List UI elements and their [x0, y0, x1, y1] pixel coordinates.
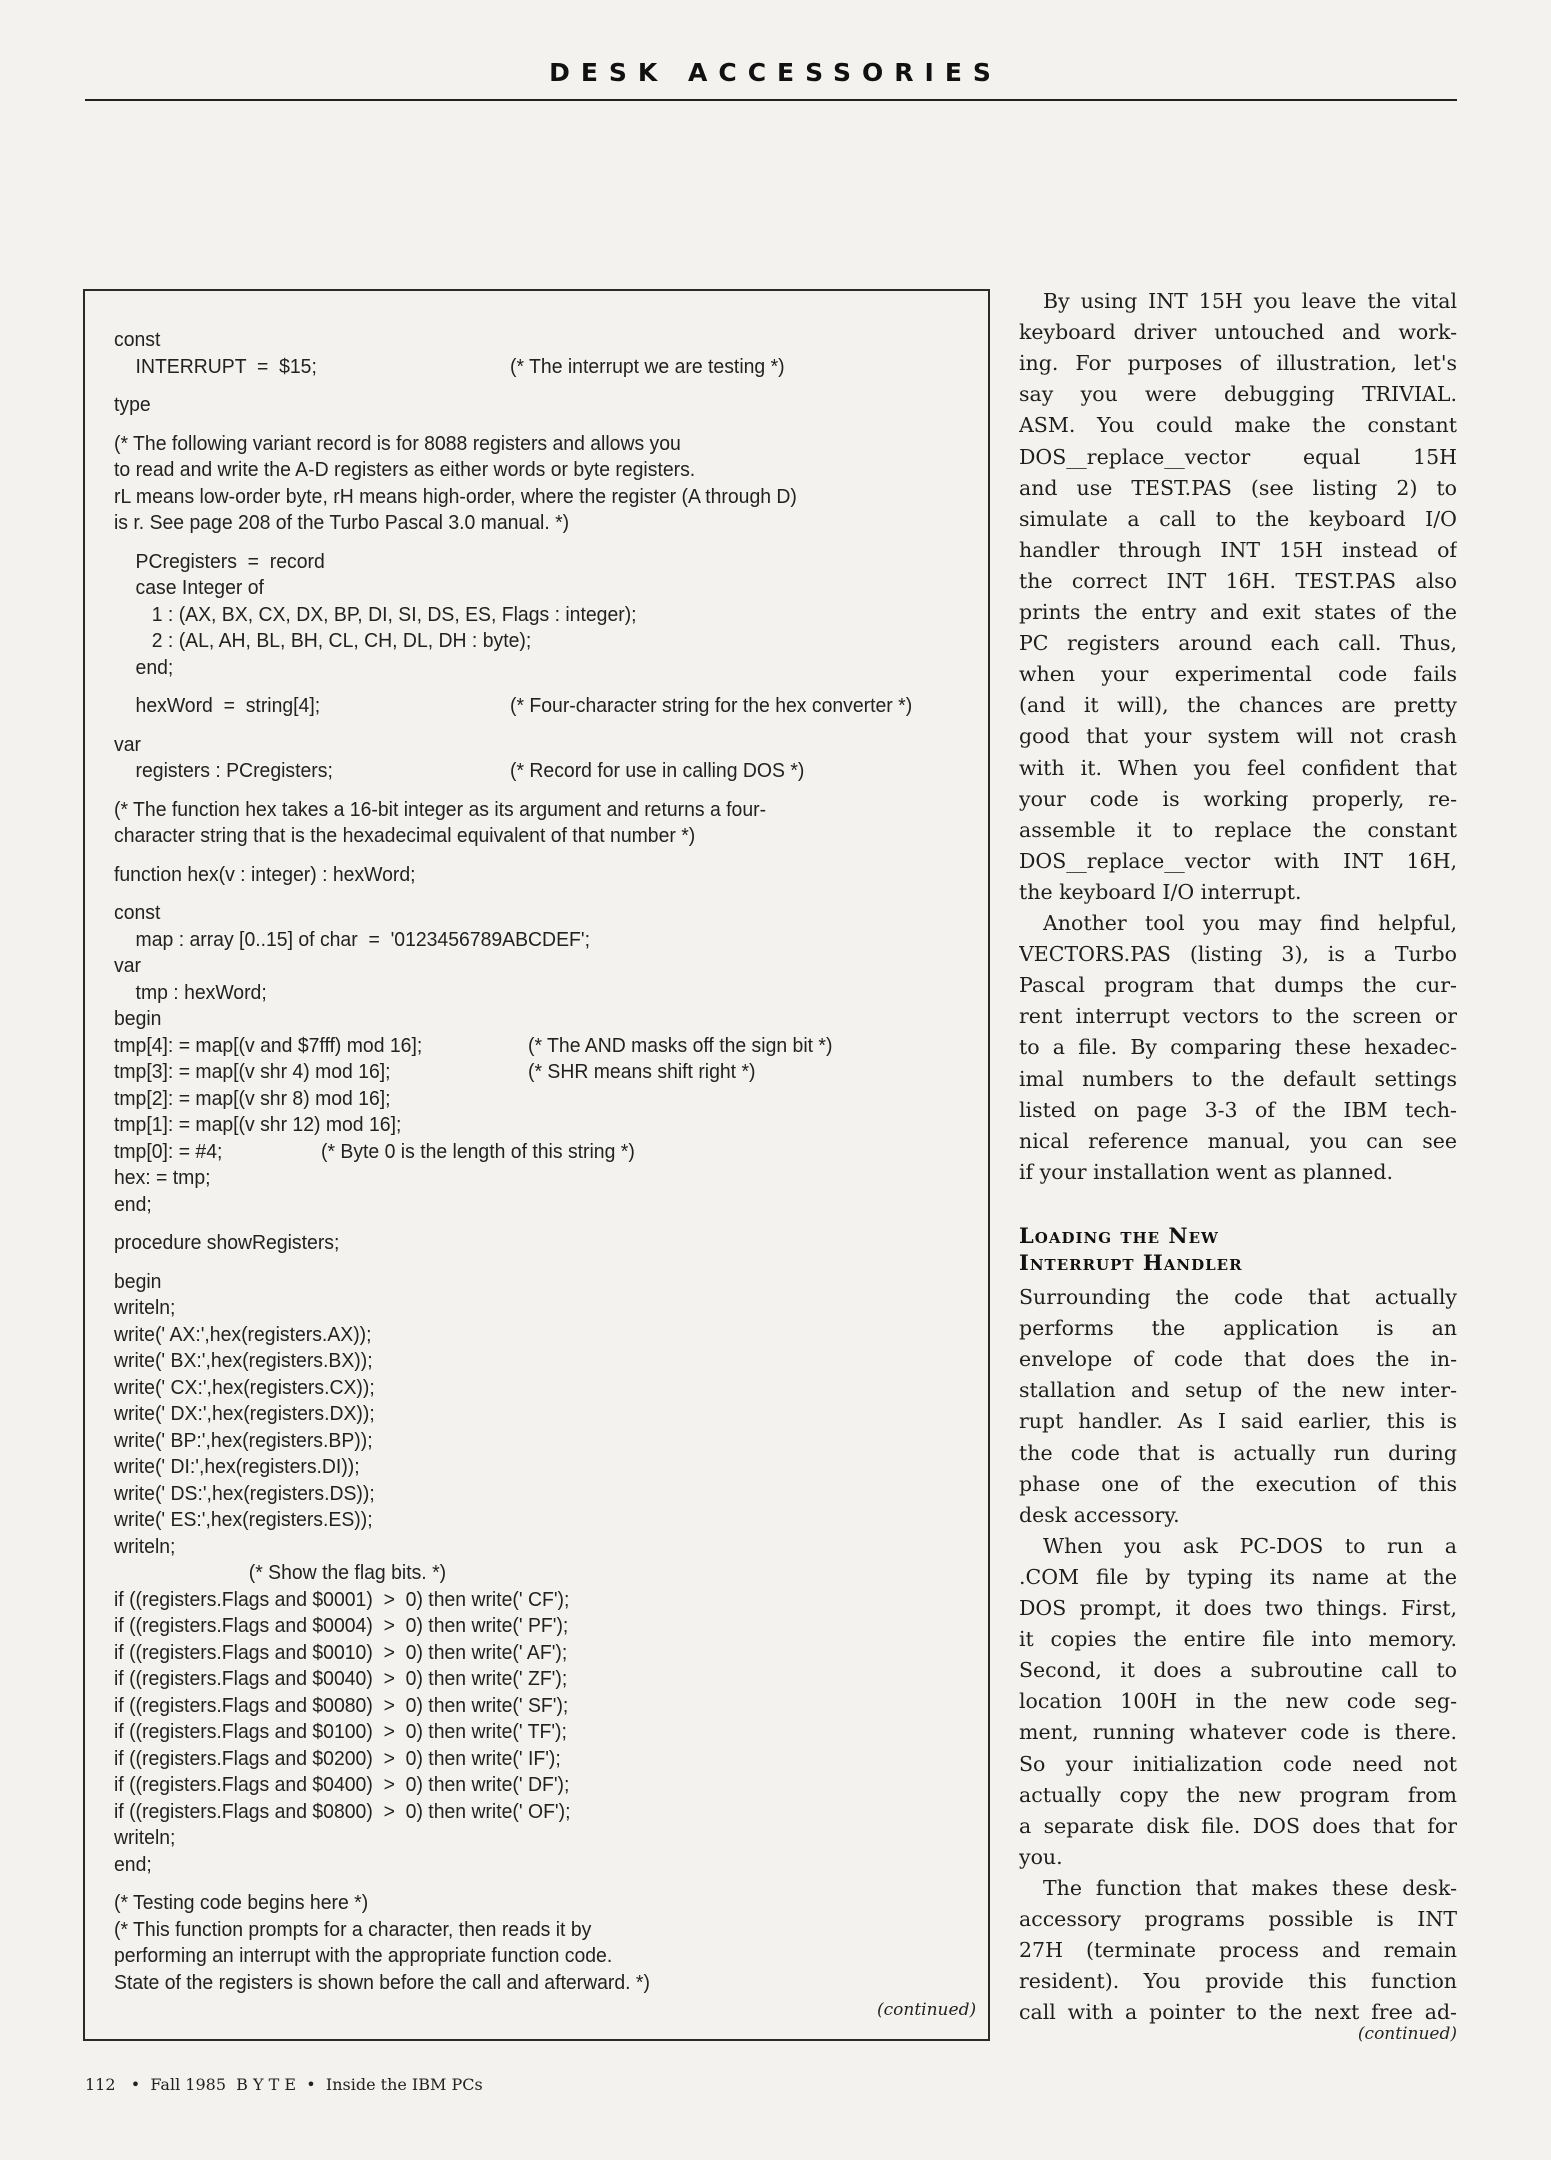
- code-line: end;: [114, 656, 174, 679]
- code-line: PCregisters = record: [114, 550, 325, 573]
- article-line: if your installation went as planned.: [1019, 1159, 1394, 1184]
- article-line: say you were debugging TRIVIAL.: [1019, 382, 1457, 407]
- article-line: (and it will), the chances are pretty: [1019, 693, 1457, 718]
- article-line: The function that makes these desk-: [1043, 1875, 1457, 1900]
- code-line: character string that is the hexadecimal equivalent of that number *): [114, 825, 696, 847]
- article-line: and use TEST.PAS (see listing 2) to: [1019, 475, 1457, 500]
- code-line: (* The function hex takes a 16-bit integer as its argument and returns a four-: [114, 798, 767, 821]
- article-line: VECTORS.PAS (listing 3), is a Turbo: [1019, 942, 1457, 967]
- article-line: ASM. You could make the constant: [1019, 413, 1457, 438]
- code-line: INTERRUPT = $15;: [114, 355, 317, 378]
- code-line: if ((registers.Flags and $0001) > 0) then write(' CF');: [114, 1588, 570, 1611]
- code-line: writeln;: [114, 1535, 176, 1558]
- code-line: map : array [0..15] of char = '0123456789ABCDEF';: [114, 928, 590, 951]
- article-line: performs the application is an: [1019, 1316, 1457, 1341]
- code-line: tmp[2]: = map[(v shr 8) mod 16];: [114, 1087, 391, 1110]
- article-line: you.: [1019, 1844, 1063, 1869]
- article-line: .COM file by typing its name at the: [1019, 1564, 1457, 1589]
- article-line: rent interrupt vectors to the screen or: [1019, 1004, 1457, 1029]
- article-line: good that your system will not crash: [1019, 724, 1457, 749]
- code-line: write(' BP:',hex(registers.BP));: [114, 1429, 373, 1452]
- article-line: ing. For purposes of illustration, let's: [1019, 351, 1457, 376]
- code-line: write(' CX:',hex(registers.CX));: [114, 1376, 375, 1399]
- code-line: write(' DS:',hex(registers.DS));: [114, 1482, 375, 1505]
- code-line: if ((registers.Flags and $0004) > 0) then write(' PF');: [114, 1615, 569, 1637]
- running-head: DESK ACCESSORIES: [549, 58, 1002, 87]
- code-line: tmp[3]: = map[(v shr 4) mod 16];: [114, 1061, 391, 1083]
- code-line: performing an interrupt with the appropriate function code.: [114, 1945, 613, 1967]
- code-line: 2 : (AL, AH, BL, BH, CL, CH, DL, DH : byte);: [114, 630, 532, 652]
- code-line: hex: = tmp;: [114, 1167, 211, 1189]
- code-comment: (* The AND masks off the sign bit *): [528, 1034, 833, 1057]
- code-line: tmp[1]: = map[(v shr 12) mod 16];: [114, 1114, 402, 1136]
- code-line: (* Show the flag bits. *): [114, 1562, 447, 1584]
- code-line: is r. See page 208 of the Turbo Pascal 3.0 manual. *): [114, 512, 570, 534]
- code-line: (* Testing code begins here *): [114, 1892, 369, 1914]
- code-line: write(' BX:',hex(registers.BX));: [114, 1350, 373, 1372]
- article-line: your code is working properly, re-: [1019, 786, 1457, 811]
- article-line: rupt handler. As I said earlier, this is: [1019, 1409, 1457, 1434]
- article-line: phase one of the execution of this: [1019, 1471, 1457, 1496]
- code-comment: (* SHR means shift right *): [528, 1061, 756, 1083]
- code-line: writeln;: [114, 1827, 176, 1849]
- article-continued: (continued): [1357, 2024, 1457, 2044]
- article-line: actually copy the new program from: [1019, 1782, 1457, 1807]
- code-line: (* The following variant record is for 8088 registers and allows you: [114, 432, 681, 455]
- article-line: the keyboard I/O interrupt.: [1019, 879, 1302, 904]
- article-line: a separate disk file. DOS does that for: [1019, 1813, 1457, 1838]
- listing-continued: (continued): [877, 2000, 977, 2020]
- code-line: to read and write the A-D registers as either words or byte registers.: [114, 459, 696, 481]
- code-line: write(' AX:',hex(registers.AX));: [114, 1323, 372, 1346]
- code-line: begin: [114, 1008, 162, 1030]
- article-line: stallation and setup of the new inter-: [1019, 1378, 1457, 1403]
- article-line: envelope of code that does the in-: [1019, 1347, 1457, 1372]
- code-line: hexWord = string[4];: [114, 695, 321, 717]
- code-line: tmp[0]: = #4;: [114, 1140, 223, 1163]
- code-comment: (* Record for use in calling DOS *): [510, 760, 805, 782]
- article-line: handler through INT 15H instead of: [1019, 537, 1457, 562]
- article-line: simulate a call to the keyboard I/O: [1019, 506, 1457, 531]
- code-line: if ((registers.Flags and $0200) > 0) then write(' IF');: [114, 1747, 561, 1770]
- article-line: call with a pointer to the next free ad-: [1019, 2000, 1457, 2025]
- code-line: if ((registers.Flags and $0040) > 0) then write(' ZF');: [114, 1668, 568, 1690]
- code-line: end;: [114, 1193, 152, 1216]
- article-line: DOS__replace__vector with INT 16H,: [1019, 848, 1457, 873]
- code-line: const: [114, 329, 161, 351]
- article-line: with it. When you feel confident that: [1019, 755, 1457, 780]
- page-footer: 112 • Fall 1985 B Y T E • Inside the IBM PCs: [85, 2075, 483, 2094]
- code-line: begin: [114, 1270, 162, 1293]
- code-line: tmp[4]: = map[(v and $7fff) mod 16];: [114, 1034, 423, 1057]
- code-line: const: [114, 902, 161, 924]
- article-line: assemble it to replace the constant: [1019, 817, 1457, 842]
- article-line: PC registers around each call. Thus,: [1019, 631, 1457, 656]
- article-line: it copies the entire file into memory.: [1019, 1627, 1457, 1652]
- article-line: Second, it does a subroutine call to: [1019, 1658, 1457, 1683]
- article-line: 27H (terminate process and remain: [1019, 1938, 1457, 1963]
- article-line: resident). You provide this function: [1019, 1969, 1457, 1994]
- article-line: prints the entry and exit states of the: [1019, 600, 1457, 624]
- article-line: to a file. By comparing these hexadec-: [1019, 1035, 1457, 1060]
- article-line: when your experimental code fails: [1019, 662, 1457, 687]
- code-line: var: [114, 733, 141, 756]
- article-line: DOS__replace__vector equal 15H: [1019, 444, 1457, 469]
- article-line: keyboard driver untouched and work-: [1019, 320, 1457, 345]
- code-line: write(' ES:',hex(registers.ES));: [114, 1509, 373, 1531]
- article-line: Surrounding the code that actually: [1019, 1285, 1457, 1309]
- code-line: writeln;: [114, 1297, 176, 1319]
- article-line: nical reference manual, you can see: [1019, 1128, 1457, 1153]
- code-line: (* This function prompts for a character, then reads it by: [114, 1918, 592, 1941]
- code-line: rL means low-order byte, rH means high-order, where the register (A through D): [114, 485, 797, 508]
- code-line: if ((registers.Flags and $0100) > 0) then write(' TF');: [114, 1721, 567, 1743]
- code-line: State of the registers is shown before the call and afterward. *): [114, 1971, 650, 1994]
- article-line: imal numbers to the default settings: [1019, 1066, 1457, 1091]
- code-line: registers : PCregisters;: [114, 760, 333, 782]
- code-line: if ((registers.Flags and $0010) > 0) then write(' AF');: [114, 1641, 568, 1664]
- code-line: if ((registers.Flags and $0080) > 0) then write(' SF');: [114, 1694, 569, 1717]
- code-line: 1 : (AX, BX, CX, DX, BP, DI, SI, DS, ES, Flags : integer);: [114, 603, 637, 626]
- article-line: DOS prompt, it does two things. First,: [1019, 1596, 1457, 1620]
- article-line: When you ask PC-DOS to run a: [1043, 1533, 1457, 1558]
- code-line: case Integer of: [114, 577, 264, 599]
- article-line: By using INT 15H you leave the vital: [1043, 289, 1457, 313]
- code-comment: (* Byte 0 is the length of this string *): [321, 1140, 635, 1163]
- article-line: location 100H in the new code seg-: [1019, 1689, 1457, 1714]
- section-heading: Interrupt Handler: [1019, 1250, 1243, 1275]
- article-line: listed on page 3-3 of the IBM tech-: [1019, 1097, 1457, 1122]
- code-comment: (* The interrupt we are testing *): [510, 355, 785, 378]
- article-line: the correct INT 16H. TEST.PAS also: [1019, 568, 1457, 593]
- code-comment: (* Four-character string for the hex converter *): [510, 695, 913, 717]
- article-line: Pascal program that dumps the cur-: [1019, 973, 1457, 998]
- code-line: write(' DI:',hex(registers.DI));: [114, 1456, 360, 1478]
- header-rule: [85, 99, 1457, 101]
- article-line: So your initialization code need not: [1019, 1751, 1457, 1776]
- article-line: desk accessory.: [1019, 1502, 1180, 1527]
- code-line: procedure showRegisters;: [114, 1232, 340, 1254]
- code-line: if ((registers.Flags and $0800) > 0) then write(' OF');: [114, 1800, 571, 1823]
- article-line: accessory programs possible is INT: [1019, 1907, 1457, 1931]
- section-heading: Loading the New: [1019, 1223, 1219, 1248]
- code-line: end;: [114, 1853, 152, 1876]
- code-line: tmp : hexWord;: [114, 981, 267, 1004]
- article-line: Another tool you may find helpful,: [1043, 911, 1457, 935]
- code-line: type: [114, 394, 151, 416]
- code-line: function hex(v : integer) : hexWord;: [114, 863, 416, 886]
- code-line: var: [114, 955, 141, 977]
- article-line: ment, running whatever code is there.: [1019, 1720, 1457, 1745]
- code-line: if ((registers.Flags and $0400) > 0) then write(' DF');: [114, 1774, 570, 1796]
- article-line: the code that is actually run during: [1019, 1440, 1457, 1465]
- code-line: write(' DX:',hex(registers.DX));: [114, 1403, 375, 1425]
